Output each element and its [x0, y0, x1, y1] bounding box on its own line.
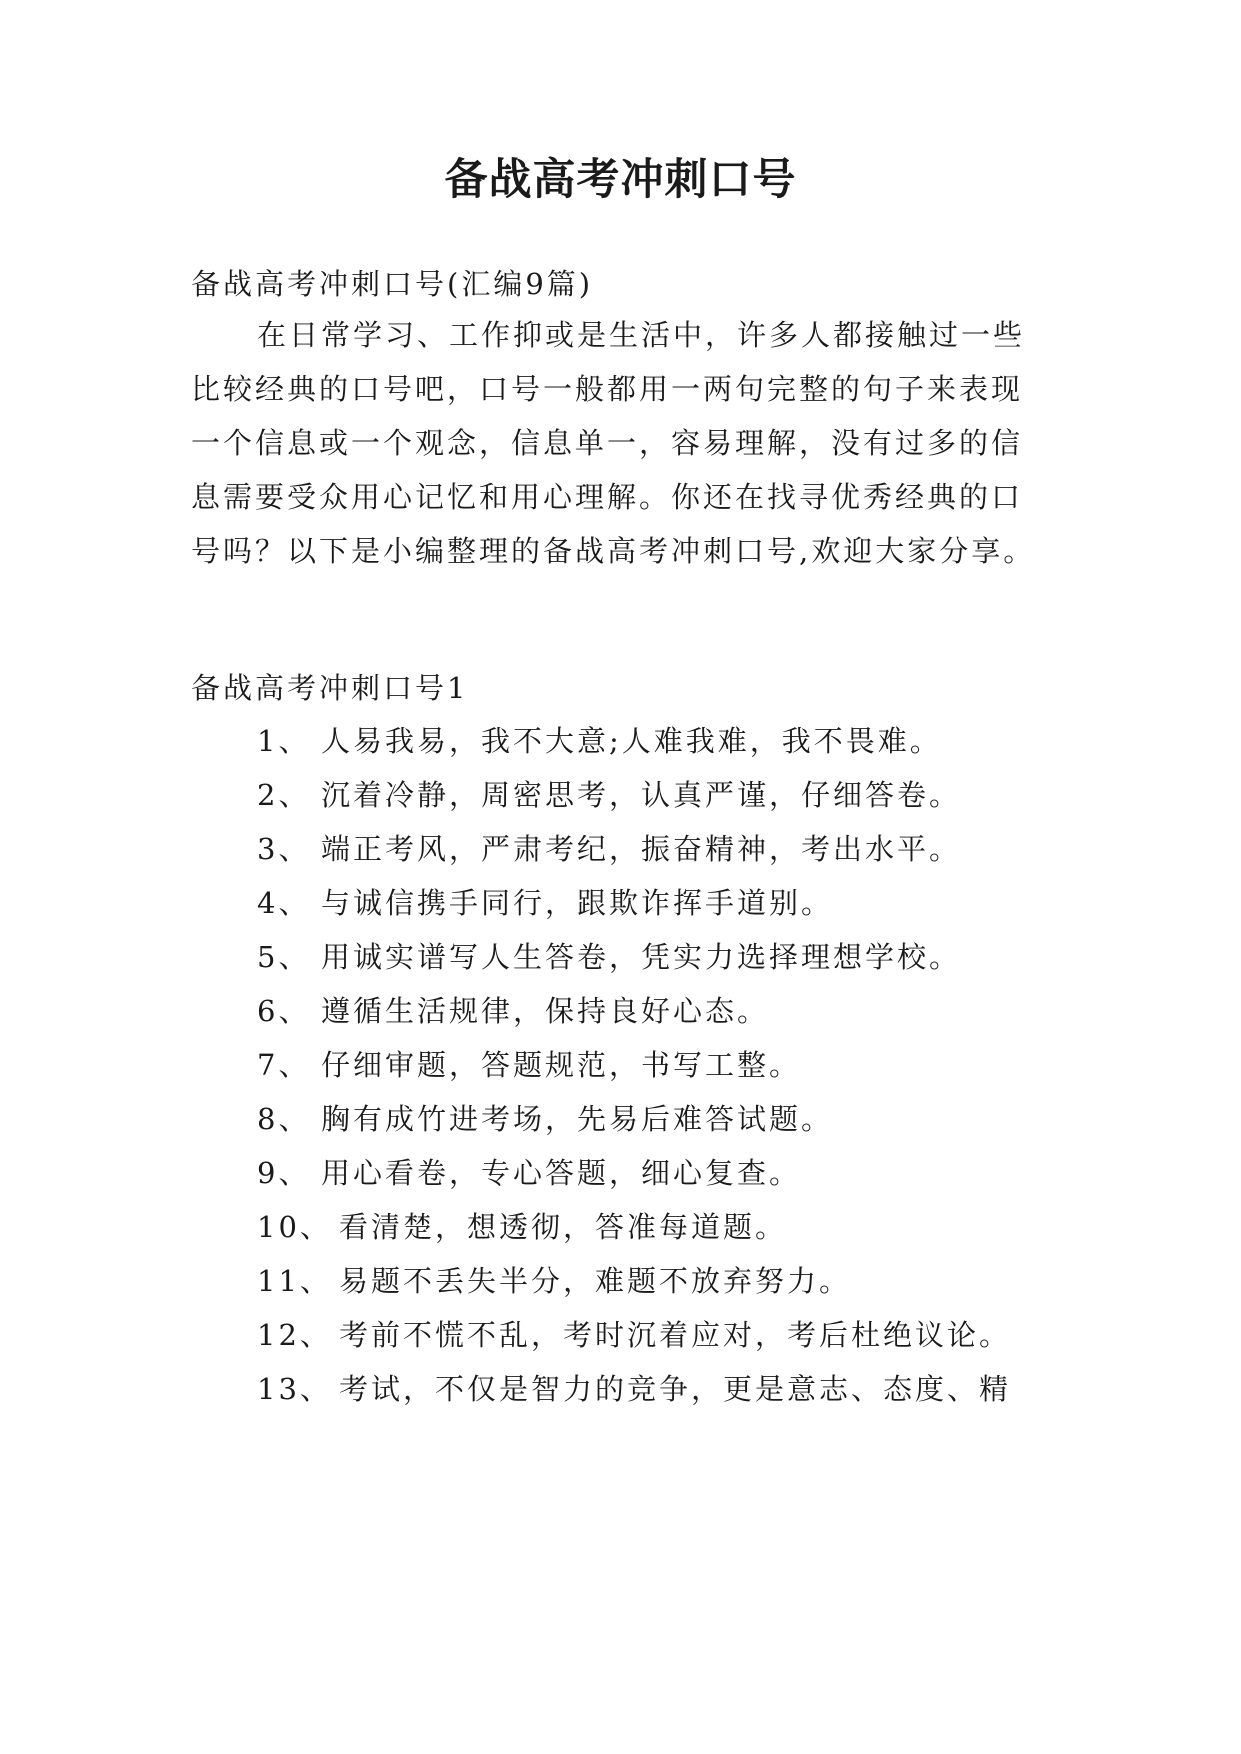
section-heading: 备战高考冲刺口号1 — [191, 671, 469, 705]
list-item — [257, 1259, 851, 1303]
list-item-number: 4、 — [257, 886, 311, 920]
list-item-number: 6、 — [257, 994, 311, 1028]
list-item-number: 1、 — [257, 724, 311, 758]
intro-line-1: 在日常学习、工作抑或是生活中，许多人都接触过一些 — [257, 318, 1026, 352]
list-item — [257, 1313, 1011, 1357]
intro-line-4: 息需要受众用心记忆和用心理解。你还在找寻优秀经典的口 — [191, 480, 1024, 514]
list-item-text: 考试，不仅是智力的竞争，更是意志、态度、精 — [339, 1372, 1012, 1406]
list-item-number: 8、 — [257, 1102, 311, 1136]
list-item — [257, 1367, 1011, 1411]
list-item-number: 3、 — [257, 832, 311, 866]
list-item-text: 与诚信携手同行，跟欺诈挥手道别。 — [321, 886, 834, 920]
list-item-number: 5、 — [257, 940, 311, 974]
list-item-text: 胸有成竹进考场，先易后难答试题。 — [321, 1102, 834, 1136]
list-item-number: 7、 — [257, 1048, 311, 1082]
list-item-number: 12、 — [257, 1318, 332, 1352]
list-item-text: 用诚实谱写人生答卷，凭实力选择理想学校。 — [321, 940, 962, 974]
list-item-text: 仔细审题，答题规范，书写工整。 — [321, 1048, 802, 1082]
list-item — [257, 773, 961, 817]
intro-line-5: 号吗？以下是小编整理的备战高考冲刺口号,欢迎大家分享。 — [191, 534, 1036, 568]
list-item-number: 13、 — [257, 1372, 332, 1406]
intro-line-3: 一个信息或一个观念，信息单一，容易理解，没有过多的信 — [191, 426, 1024, 460]
intro-line-2: 比较经典的口号吧，口号一般都用一两句完整的句子来表现 — [191, 372, 1024, 406]
list-item — [257, 881, 833, 925]
list-item — [257, 989, 769, 1033]
list-item-number: 9、 — [257, 1156, 311, 1190]
list-item — [257, 1043, 801, 1087]
document-title: 备战高考冲刺口号 — [444, 155, 797, 205]
list-item — [257, 1151, 801, 1195]
list-item-text: 看清楚，想透彻，答准每道题。 — [339, 1210, 788, 1244]
list-item-number: 10、 — [257, 1210, 332, 1244]
list-item-text: 用心看卷，专心答题，细心复查。 — [321, 1156, 802, 1190]
list-item-text: 遵循生活规律，保持良好心态。 — [321, 994, 770, 1028]
list-item-text: 沉着冷静，周密思考，认真严谨，仔细答卷。 — [321, 778, 962, 812]
document-subtitle: 备战高考冲刺口号(汇编9篇) — [191, 267, 594, 301]
list-item-text: 人易我易，我不大意;人难我难，我不畏难。 — [321, 724, 942, 758]
list-item-number: 2、 — [257, 778, 311, 812]
list-item — [257, 827, 961, 871]
list-item-number: 11、 — [257, 1264, 332, 1298]
list-item-text: 端正考风，严肃考纪，振奋精神，考出水平。 — [321, 832, 962, 866]
list-item-text: 考前不慌不乱，考时沉着应对，考后杜绝议论。 — [339, 1318, 1012, 1352]
list-item — [257, 935, 961, 979]
list-item — [257, 719, 942, 763]
list-item-text: 易题不丢失半分，难题不放弃努力。 — [339, 1264, 852, 1298]
list-item — [257, 1097, 833, 1141]
list-item — [257, 1205, 787, 1249]
